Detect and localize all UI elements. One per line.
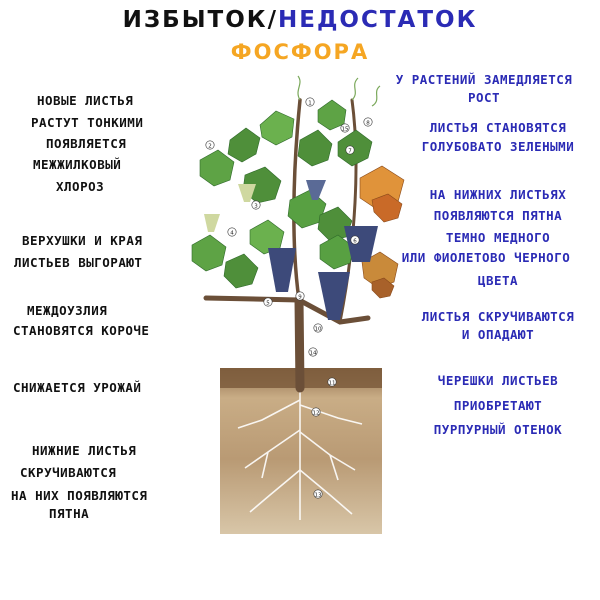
marker-label-1: 1 [308,100,312,107]
marker-label-8: 8 [366,120,370,127]
page-subtitle: ФОСФОРА [230,40,370,64]
excess-symptom-3: ПОЯВЛЯЕТСЯ [46,136,127,151]
soil-block [220,368,382,534]
excess-symptom-12: СКРУЧИВАЮТСЯ [20,465,117,480]
excess-symptom-8: МЕЖДОУЗЛИЯ [27,303,108,318]
excess-symptom-2: РАСТУТ ТОНКИМИ [31,115,144,130]
marker-label-13: 13 [314,492,322,499]
excess-symptom-11: НИЖНИЕ ЛИСТЬЯ [32,443,137,458]
excess-symptom-4: МЕЖЖИЛКОВЫЙ [33,157,122,172]
marker-label-7: 7 [348,148,352,155]
marker-label-9: 9 [298,294,302,301]
deficiency-symptom-9: ЦВЕТА [477,273,519,288]
excess-symptom-5: ХЛОРОЗ [56,179,105,194]
marker-label-10: 10 [314,326,322,333]
deficiency-symptom-2: РОСТ [467,90,501,105]
title-excess: ИЗБЫТОК/ [122,7,278,33]
excess-symptom-10: СНИЖАЕТСЯ УРОЖАЙ [13,380,142,395]
deficiency-symptom-3: ЛИСТЬЯ СТАНОВЯТСЯ [429,120,567,135]
deficiency-symptom-12: ЧЕРЕШКИ ЛИСТЬЕВ [437,373,559,388]
excess-symptom-1: НОВЫЕ ЛИСТЬЯ [37,93,134,108]
excess-symptom-13: НА НИХ ПОЯВЛЯЮТСЯ [11,488,148,503]
flower-clusters [204,184,256,232]
deficiency-symptom-13: ПРИОБРЕТАЮТ [453,398,543,413]
marker-label-11: 11 [328,380,336,387]
excess-symptom-14: ПЯТНА [49,506,90,521]
grape-cluster-large [268,226,378,320]
marker-label-12: 12 [312,410,320,417]
excess-symptom-6: ВЕРХУШКИ И КРАЯ [22,233,143,248]
deficiency-symptom-5: НА НИЖНИХ ЛИСТЬЯХ [429,187,567,202]
marker-label-3: 3 [254,203,258,210]
marker-label-2: 2 [208,143,212,150]
deficiency-symptom-7: ТЕМНО МЕДНОГО [445,230,551,245]
marker-label-4: 4 [230,230,234,237]
marker-label-14: 14 [309,350,317,357]
deficiency-symptom-8: ИЛИ ФИОЛЕТОВО ЧЕРНОГО [401,250,571,265]
deficiency-symptom-14: ПУРПУРНЫЙ ОТЕНОК [433,422,563,437]
excess-symptom-7: ЛИСТЬЕВ ВЫГОРАЮТ [14,255,143,270]
marker-label-5: 5 [266,300,270,307]
excess-symptom-9: СТАНОВЯТСЯ КОРОЧЕ [13,323,150,338]
marker-label-15: 15 [341,126,349,133]
deficiency-symptom-11: И ОПАДАЮТ [461,327,535,342]
marker-label-6: 6 [353,238,357,245]
deficiency-symptom-4: ГОЛУБОВАТО ЗЕЛЕНЫМИ [421,139,575,154]
deficiency-symptom-1: У РАСТЕНИЙ ЗАМЕДЛЯЕТСЯ [395,72,573,87]
deficiency-symptom-6: ПОЯВЛЯЮТСЯ ПЯТНА [433,208,563,223]
title-deficiency: НЕДОСТАТОК [277,7,478,33]
deficiency-symptom-10: ЛИСТЬЯ СКРУЧИВАЮТСЯ [421,309,575,324]
